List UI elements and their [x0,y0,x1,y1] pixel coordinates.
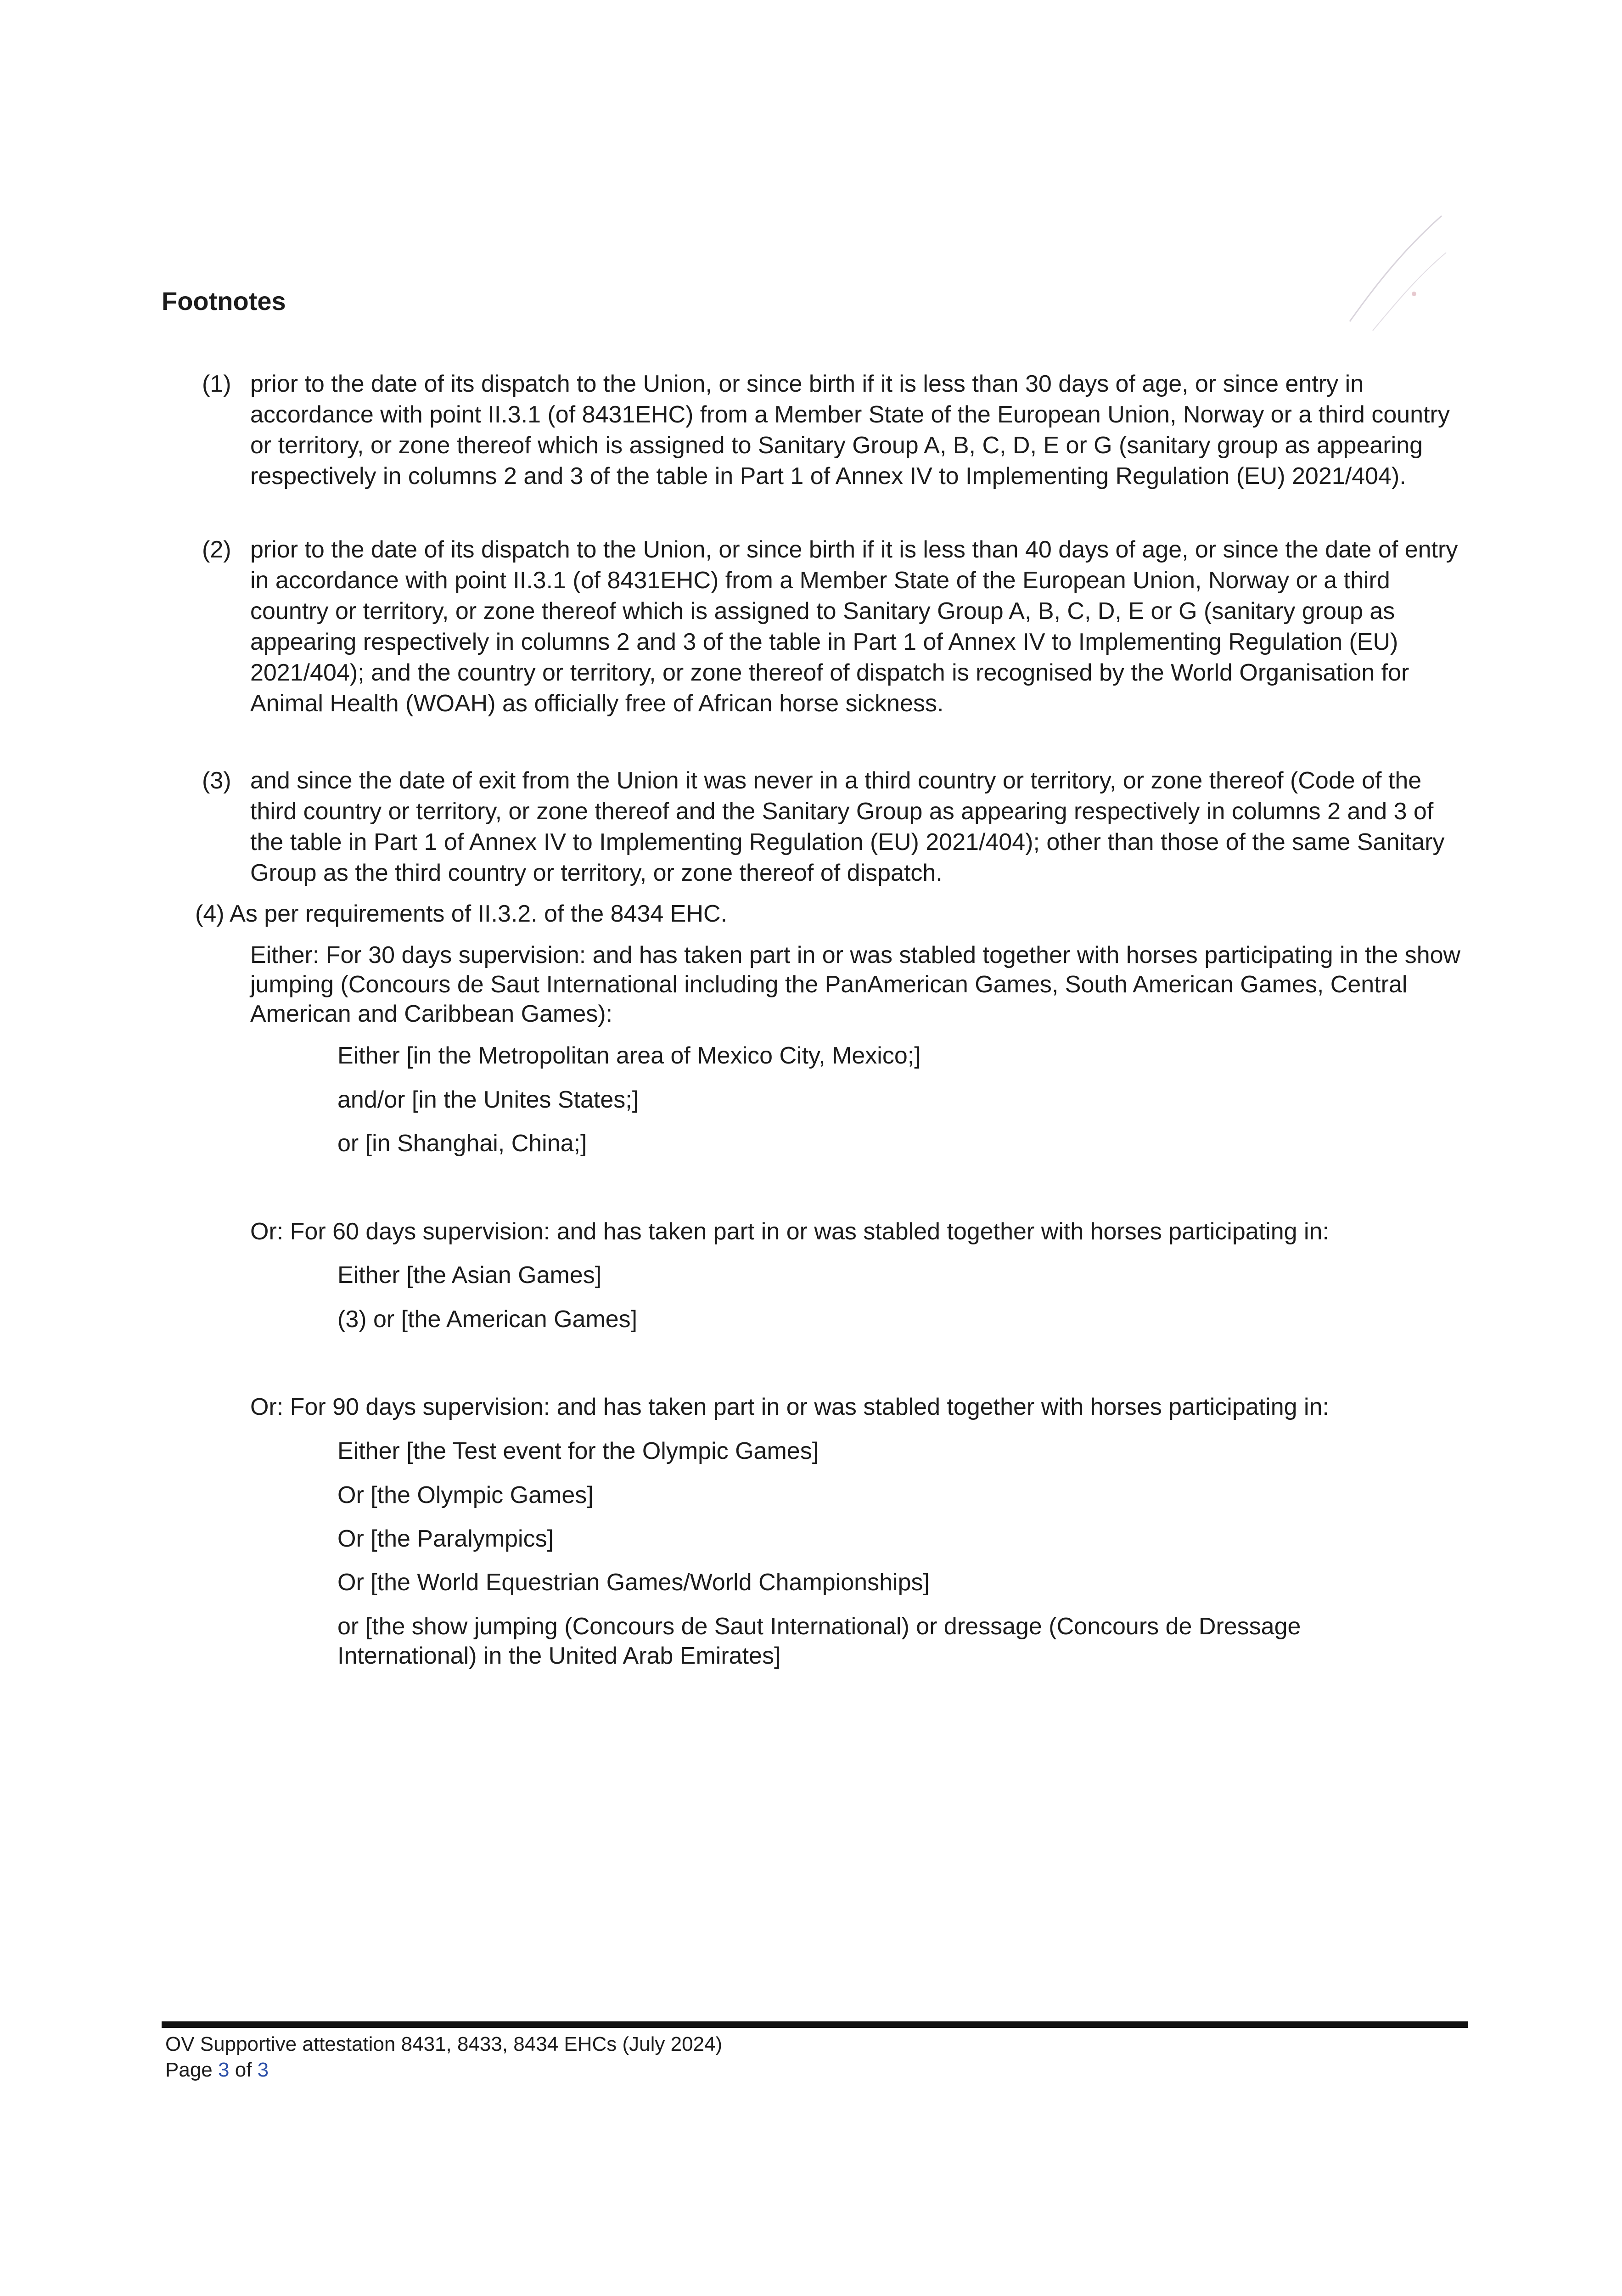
footnote-2-number: (2) [202,536,231,563]
supervision-30-intro: Either: For 30 days supervision: and has taken part in or was stabled together with horses participating in the show jumping (Concours de Saut International including the PanAmerican Games, South American Games, Central American and Caribbean Games): [250,942,1461,1027]
supervision-30-option: Either [in the Metropolitan area of Mexico City, Mexico;] [337,1042,921,1069]
supervision-30-option: and/or [in the Unites States;] [337,1086,639,1113]
footnote-3-text: and since the date of exit from the Union it was never in a third country or territory, or zone thereof (Code of the third country or territory, or zone thereof and the Sanitary Group as appearing respectively in columns 2 and 3 of the table in Part 1 of Annex IV to Implementing Regulation (EU) 2021/404); other than those of the same Sanitary Group as the third country or territory, or zone thereof of dispatch. [250,767,1445,886]
supervision-90-option: Either [the Test event for the Olympic Games] [337,1438,819,1464]
footnote-1-text: prior to the date of its dispatch to the Union, or since birth if it is less than 30 days of age, or since entry in accordance with point II.3.1 (of 8431EHC) from a Member State of the European Union, Norway or a third country or territory, or zone thereof which is assigned to Sanitary Group A, B, C, D, E or G (sanitary group as appearing respectively in columns 2 and 3 of the table in Part 1 of Annex IV to Implementing Regulation (EU) 2021/404). [250,371,1450,490]
supervision-90-intro: Or: For 90 days supervision: and has taken part in or was stabled together with horses participating in: [250,1394,1329,1420]
footer-document-title: OV Supportive attestation 8431, 8433, 8434 EHCs (July 2024) [165,2033,723,2055]
faint-stamp-mark [1331,184,1506,349]
footnote-2 [202,535,1460,719]
footnote-2-text: prior to the date of its dispatch to the Union, or since birth if it is less than 40 days of age, or since the date of entry in accordance with point II.3.1 (of 8431EHC) from a Member State of the European Union, Norway or a third country or territory, or zone thereof which is assigned to Sanitary Group A, B, C, D, E or G (sanitary group as appearing respectively in columns 2 and 3 of the table in Part 1 of Annex IV to Implementing Regulation (EU) 2021/404); and the country or territory, or zone thereof of dispatch is recognised by the World Organisation for Animal Health (WOAH) as officially free of African horse sickness. [250,536,1458,717]
supervision-90-option: Or [the World Equestrian Games/World Championships] [337,1569,930,1596]
footnote-1 [202,369,1460,492]
supervision-90-option: Or [the Paralympics] [337,1525,554,1552]
page-of-label: of [235,2059,252,2081]
supervision-30-option: or [in Shanghai, China;] [337,1130,587,1157]
supervision-60-intro: Or: For 60 days supervision: and has taken part in or was stabled together with horses participating in: [250,1218,1329,1245]
footnote-4: (4) As per requirements of II.3.2. of the 8434 EHC. [195,900,728,927]
footer-divider [162,2021,1468,2028]
page-label: Page [165,2059,213,2081]
supervision-60-option: (3) or [the American Games] [337,1306,638,1333]
footer-page-number [165,2057,722,2083]
footnote-1-number: (1) [202,371,231,397]
footnote-3-number: (3) [202,767,231,794]
supervision-90-option: Or [the Olympic Games] [337,1482,594,1508]
page-footer [165,2032,722,2083]
supervision-60-option: Either [the Asian Games] [337,1262,602,1289]
page-total: 3 [257,2059,269,2081]
page-current: 3 [218,2059,230,2081]
page-heading: Footnotes [162,287,286,315]
footnote-3 [202,765,1460,889]
supervision-90-option: or [the show jumping (Concours de Saut International) or dressage (Concours de Dressage International) in the United Arab Emirates] [337,1613,1301,1669]
